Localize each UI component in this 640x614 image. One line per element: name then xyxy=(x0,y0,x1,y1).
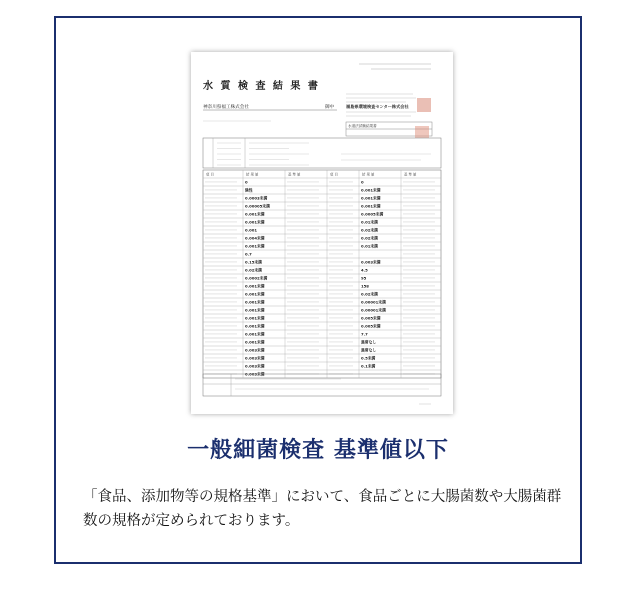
report-title: 水 質 検 査 結 果 書 xyxy=(203,81,320,92)
table-result-cell: 0 xyxy=(361,179,364,185)
water-test-report-image xyxy=(191,52,453,414)
table-header-cell: 結 果 値 xyxy=(362,172,375,177)
sample-info-block xyxy=(203,138,441,168)
table-header-cell: 基 準 値 xyxy=(404,172,417,177)
table-result-cell: 0.02未満 xyxy=(245,267,262,273)
table-result-cell: 0.001未満 xyxy=(361,187,381,193)
table-result-cell: 95 xyxy=(361,275,367,281)
results-table-header xyxy=(206,172,417,177)
description-text: 「食品、添加物等の規格基準」において、食品ごとに大腸菌数や大腸菌群数の規格が定められております。 xyxy=(83,489,562,529)
table-result-cell: 0.00005未満 xyxy=(245,203,270,209)
report-header-notes xyxy=(359,64,431,69)
table-result-cell: 0.003未満 xyxy=(245,371,265,377)
table-result-cell: 0.001未満 xyxy=(245,339,265,345)
table-result-cell: 7.7 xyxy=(361,331,368,337)
lab-name: 福島県環境検査センター株式会社 xyxy=(346,104,409,109)
table-result-cell: 0.01未満 xyxy=(361,219,378,225)
table-result-cell: 0.001 xyxy=(245,227,258,233)
table-result-cell: 0.003未満 xyxy=(245,363,265,369)
table-result-cell: 0.001未満 xyxy=(245,291,265,297)
lab-seal-2 xyxy=(415,126,429,138)
table-result-cell: 0.001未満 xyxy=(245,331,265,337)
report-footer-block xyxy=(203,374,441,396)
table-result-cell: 0.003未満 xyxy=(245,347,265,353)
table-result-cell: 158 xyxy=(361,283,369,289)
report-honorific: 御中 xyxy=(325,105,335,110)
table-result-cell: 0.00001未満 xyxy=(361,299,386,305)
table-result-cell: 0.001未満 xyxy=(361,195,381,201)
table-result-cell: 0.0002未満 xyxy=(245,275,268,281)
table-result-cell: 0.001未満 xyxy=(245,323,265,329)
table-result-cell: 異常なし xyxy=(361,347,377,353)
table-result-cell: 0.1未満 xyxy=(361,363,376,369)
table-result-cell: 0.02未満 xyxy=(361,235,378,241)
table-header-cell: 項 目 xyxy=(330,172,338,177)
headline: 一般細菌検査 基準値以下 xyxy=(187,438,449,463)
table-result-cell: 0.005未満 xyxy=(361,315,381,321)
table-result-cell: 0.001未満 xyxy=(245,219,265,225)
table-result-cell: 0.15未満 xyxy=(245,259,262,265)
table-result-cell: 0.001未満 xyxy=(245,299,265,305)
table-result-cell: 0.001未満 xyxy=(245,307,265,313)
lab-seal xyxy=(417,98,431,112)
table-result-cell: 0.001未満 xyxy=(245,211,265,217)
results-table xyxy=(203,170,441,378)
table-result-cell: 0.001未満 xyxy=(361,203,381,209)
table-result-cell: 0.003未満 xyxy=(361,259,381,265)
table-result-cell: 0.003未満 xyxy=(245,355,265,361)
table-result-cell: 0.7 xyxy=(245,251,252,257)
table-result-cell: 0.5未満 xyxy=(361,355,376,361)
table-result-cell: 0.001未満 xyxy=(245,283,265,289)
table-result-cell: 陰性 xyxy=(245,187,253,193)
table-result-cell: 0.00001未満 xyxy=(361,307,386,313)
table-header-cell: 項 目 xyxy=(206,172,214,177)
table-result-cell: 0.01未満 xyxy=(361,243,378,249)
table-result-cell: 0.001未満 xyxy=(245,315,265,321)
report-recipient: 神奈川県福工株式会社 xyxy=(203,105,249,110)
table-result-cell: 0.001未満 xyxy=(245,243,265,249)
table-result-cell: 0.02未満 xyxy=(361,291,378,297)
report-label: 水道法試験結果書 xyxy=(348,124,377,128)
table-result-cell: 0.005未満 xyxy=(361,323,381,329)
table-result-cell: 0 xyxy=(245,179,248,185)
table-result-cell: 0.004未満 xyxy=(245,235,265,241)
table-result-cell: 0.0005未満 xyxy=(361,211,384,217)
table-result-cell: 異常なし xyxy=(361,339,377,345)
results-table-body xyxy=(205,179,435,376)
table-header-cell: 基 準 値 xyxy=(288,172,301,177)
table-result-cell: 0.0003未満 xyxy=(245,195,268,201)
table-result-cell: 4.5 xyxy=(361,267,368,273)
table-result-cell: 0.02未満 xyxy=(361,227,378,233)
table-header-cell: 結 果 値 xyxy=(246,172,259,177)
lab-address-lines xyxy=(346,94,416,102)
